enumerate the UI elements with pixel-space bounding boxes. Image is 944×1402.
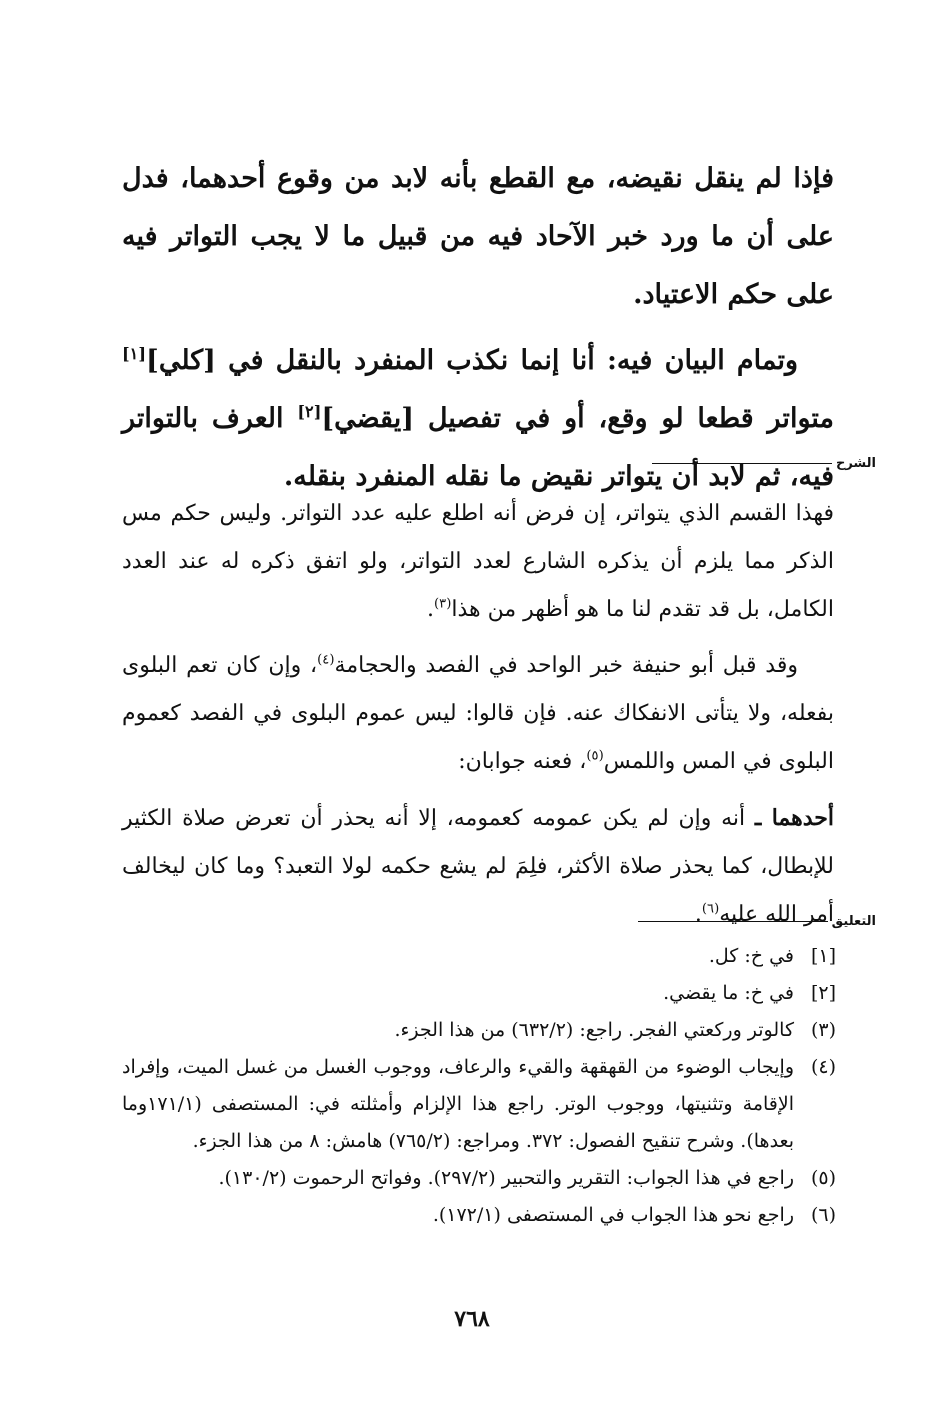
footnote-number: (٦) [810, 1204, 836, 1226]
footnote-ref-4[interactable]: (٤) [317, 652, 335, 668]
sharh-separator [652, 456, 876, 471]
footnote-number: (٤) [810, 1056, 836, 1078]
footnote-text: راجع نحو هذا الجواب في المستصفى (١٧٢/١). [432, 1204, 794, 1226]
footnote [122, 975, 836, 1012]
answer-lead: أحدهما ـ [754, 805, 835, 831]
footnote-number: [١] [810, 945, 836, 967]
footnote [122, 1197, 836, 1234]
footnote-number: (٣) [810, 1019, 836, 1041]
page-number: ٧٦٨ [454, 1306, 490, 1332]
footnote-text: في خ: ما يقضي. [663, 982, 794, 1004]
footnotes [122, 938, 836, 1234]
footnote-text: وإيجاب الوضوء من القهقهة والقيء والرعاف، ووجوب الغسل من غسل الميت، وإفراد الإقامة وتثنيتها، ووجوب الوتر. راجع هذا الإلزام وأمثلته في: المستصفى (١٧١/١وما بعدها). وشرح تنقيح الفصول: ٣٧٢. ومراجع: (٧٦٥/٢) هامش: ٨ من هذا الجزء. [122, 1056, 794, 1152]
footnote-ref-5[interactable]: (٥) [586, 748, 604, 764]
footnote-ref-3[interactable]: (٣) [433, 596, 452, 612]
taliq-separator [638, 914, 876, 929]
footnote-ref-2[interactable]: [٢] [297, 402, 322, 421]
taliq-label: التعليق [831, 914, 876, 929]
footnote-number: (٥) [810, 1167, 836, 1189]
footnote-text: في خ: كل. [708, 945, 794, 967]
taliq-rule [638, 921, 828, 922]
footnote [122, 1049, 836, 1160]
footnote-text: كالوتر وركعتي الفجر. راجع: (٦٣٢/٢) من هذا الجزء. [394, 1019, 794, 1041]
main-paragraph-2: وتمام البيان فيه: أنا إنما نكذب المنفرد بالنقل في [كلي][١] متواتر قطعا لو وقع، أو في تفصيل [يقضي][٢] العرف بالتواتر فيه، ثم لابد أن يتواتر نقيض ما نقله المنفرد بنقله. [122, 344, 835, 492]
main-paragraph-1: فإذا لم ينقل نقيضه، مع القطع بأنه لابد من وقوع أحدهما، فدل على أن ما ورد خبر الآحاد فيه من قبيل ما لا يجب التواتر فيه على حكم الاعتياد. [122, 163, 834, 310]
footnote [122, 938, 836, 975]
commentary-paragraph-2: وقد قبل أبو حنيفة خبر الواحد في الفصد والحجامة$^{(٤)}$، وإن كان تعم البلوى بفعله، ولا يتأتى الانفكاك عنه. فإن قالوا: ليس عموم البلوى في الفصد كعموم البلوى في المس واللمس$^{(٥)}$، فعنه جوابان: [122, 652, 834, 774]
sharh-label: الشرح [835, 456, 876, 471]
footnote [122, 1160, 836, 1197]
footnote-ref-6[interactable]: (٦) [701, 901, 720, 917]
commentary-text [122, 490, 834, 939]
footnote-number: [٢] [810, 982, 836, 1004]
footnote-ref-1[interactable]: [١] [122, 344, 147, 363]
sharh-rule [652, 463, 832, 464]
commentary-paragraph-3: أحدهما ـ أنه وإن لم يكن عمومه كعمومه، إلا أنه يحذر أن تعرض صلاة الكثير للإبطال، كما يحذر صلاة الأكثر، فلِمَ لم يشع حكمه لولا التعبد؟ وما كان ليخالف أمر الله عليه$^{(٦)}$. [122, 805, 835, 927]
footnote [122, 1012, 836, 1049]
main-text [122, 150, 834, 506]
commentary-paragraph-1: فهذا القسم الذي يتواتر، إن فرض أنه اطلع عليه عدد التواتر. وليس حكم مس الذكر مما يلزم أن يذكره الشارع لعدد التواتر، ولو اتفق ذكره له عند العدد الكامل، بل قد تقدم لنا ما هو أظهر من هذا$^{(٣)}$. [122, 501, 834, 622]
footnote-text: راجع في هذا الجواب: التقرير والتحبير (٢٩٧/٢). وفواتح الرحموت (١٣٠/٢). [218, 1167, 794, 1189]
